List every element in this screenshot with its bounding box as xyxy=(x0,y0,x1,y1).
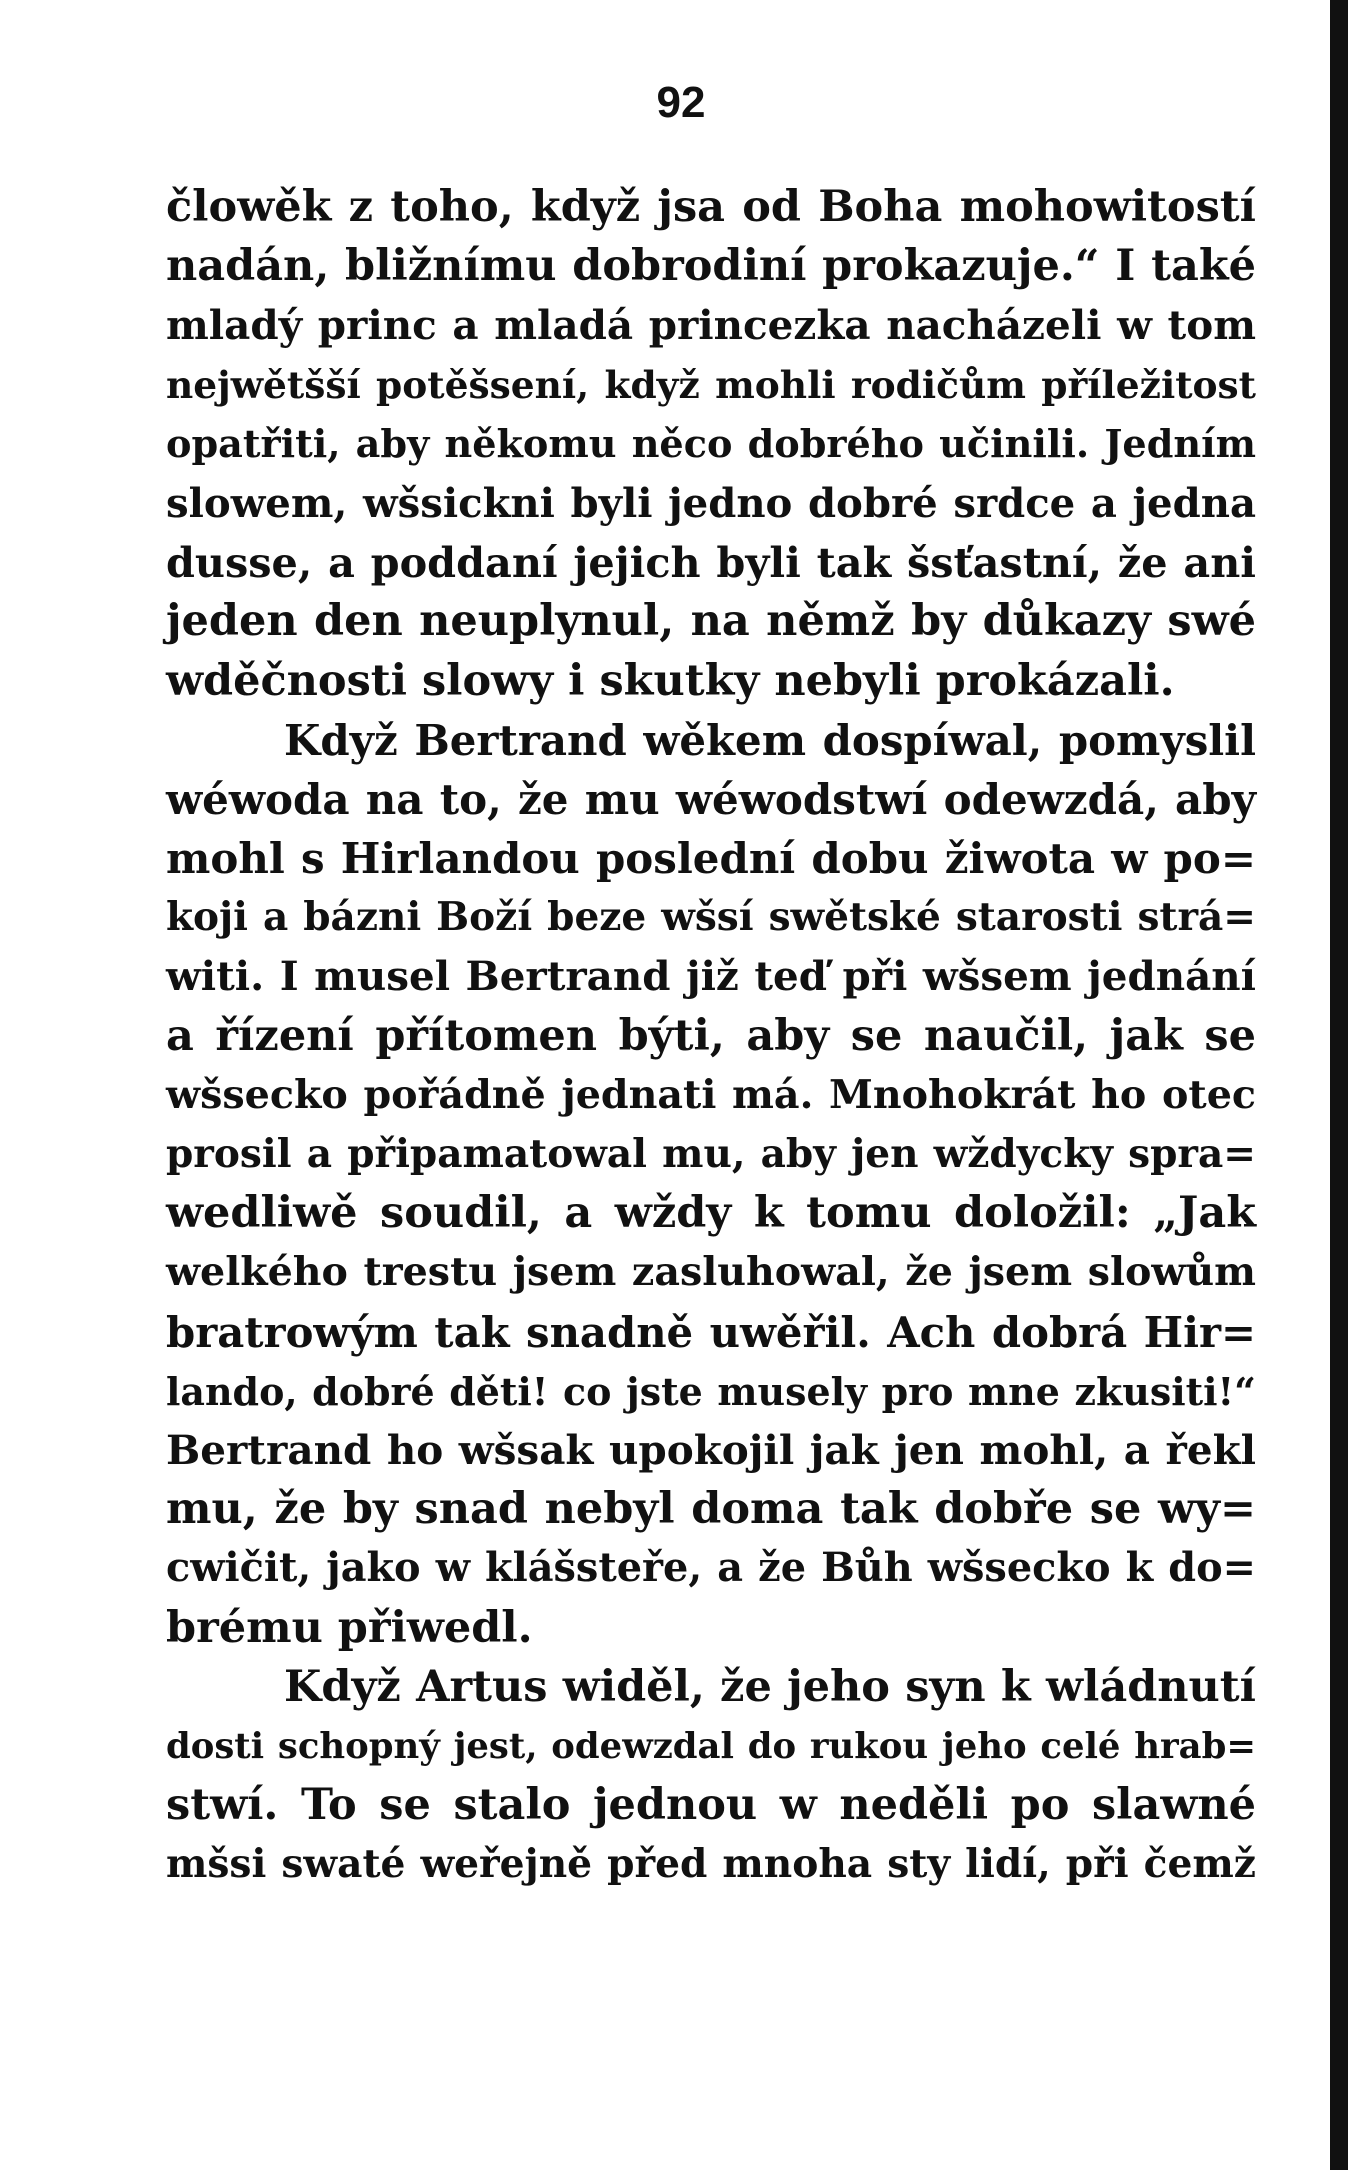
text-line: welkého trestu jsem zasluhowal, že jsem slowům xyxy=(166,1249,1256,1296)
text-line: stwí. To se stalo jednou w neděli po slawné xyxy=(166,1780,1256,1831)
text-line: Bertrand ho wšsak upokojil jak jen mohl, a řekl xyxy=(166,1425,1256,1474)
text-line: wedliwě soudil, a wždy k tomu doložil: „Jak xyxy=(166,1188,1256,1239)
text-line: dosti schopný jest, odewzdal do rukou jeho celé hrab= xyxy=(166,1725,1256,1767)
text-line: cwičit, jako w klášsteře, a že Bůh wšsecko k do= xyxy=(166,1545,1256,1592)
page-edge-rule xyxy=(1330,0,1348,2170)
body-text xyxy=(166,178,1256,1894)
text-line: slowem, wšsickni byli jedno dobré srdce a jedna xyxy=(166,479,1256,527)
text-line: wšsecko pořádně jednati má. Mnohokrát ho otec xyxy=(166,1071,1256,1118)
text-line: člowěk z toho, když jsa od Boha mohowitostí xyxy=(166,182,1256,232)
text-line: dusse, a poddaní jejich byli tak šsťastní, že ani xyxy=(166,538,1256,588)
text-line: jeden den neuplynul, na němž by důkazy swé xyxy=(166,596,1256,647)
text-line: opatřiti, aby někomu něco dobrého učinili. Jedním xyxy=(166,421,1256,467)
text-line: mladý princ a mladá princezka nacházeli w tom xyxy=(166,301,1256,350)
text-line: Když Artus widěl, že jeho syn k wládnutí xyxy=(284,1661,1256,1712)
text-line: nadán, bližnímu dobrodiní prokazuje.“ I také xyxy=(166,241,1256,292)
text-line: mohl s Hirlandou poslední dobu žiwota w po= xyxy=(166,834,1256,884)
text-line: brému přiwedl. xyxy=(166,1602,533,1653)
text-line: witi. I musel Bertrand již teď při wšsem jednání xyxy=(166,952,1256,1001)
text-line: Když Bertrand wěkem dospíwal, pomyslil xyxy=(284,715,1256,765)
text-line: prosil a připamatowal mu, aby jen wždycky spra= xyxy=(166,1131,1256,1177)
text-line: a řízení přítomen býti, aby se naučil, jak se xyxy=(166,1010,1256,1061)
text-line: mu, že by snad nebyl doma tak dobře se wy= xyxy=(166,1484,1256,1535)
text-line: mšsi swaté weřejně před mnoha sty lidí, při čemž xyxy=(166,1841,1256,1888)
text-line: lando, dobré děti! co jste musely pro mne zkusiti!“ xyxy=(166,1368,1256,1414)
page-number: 92 xyxy=(656,78,706,127)
text-line: nejwětšší potěšsení, když mohli rodičům příležitost xyxy=(166,362,1256,407)
text-line: bratrowým tak snadně uwěřil. Ach dobrá Hir= xyxy=(166,1307,1256,1357)
text-line: koji a bázni Boží beze wšsí swětské starosti strá= xyxy=(166,894,1256,941)
text-line: wděčnosti slowy i skutky nebyli prokázali. xyxy=(166,655,1175,706)
text-line: wéwoda na to, že mu wéwodstwí odewzdá, aby xyxy=(166,774,1256,824)
